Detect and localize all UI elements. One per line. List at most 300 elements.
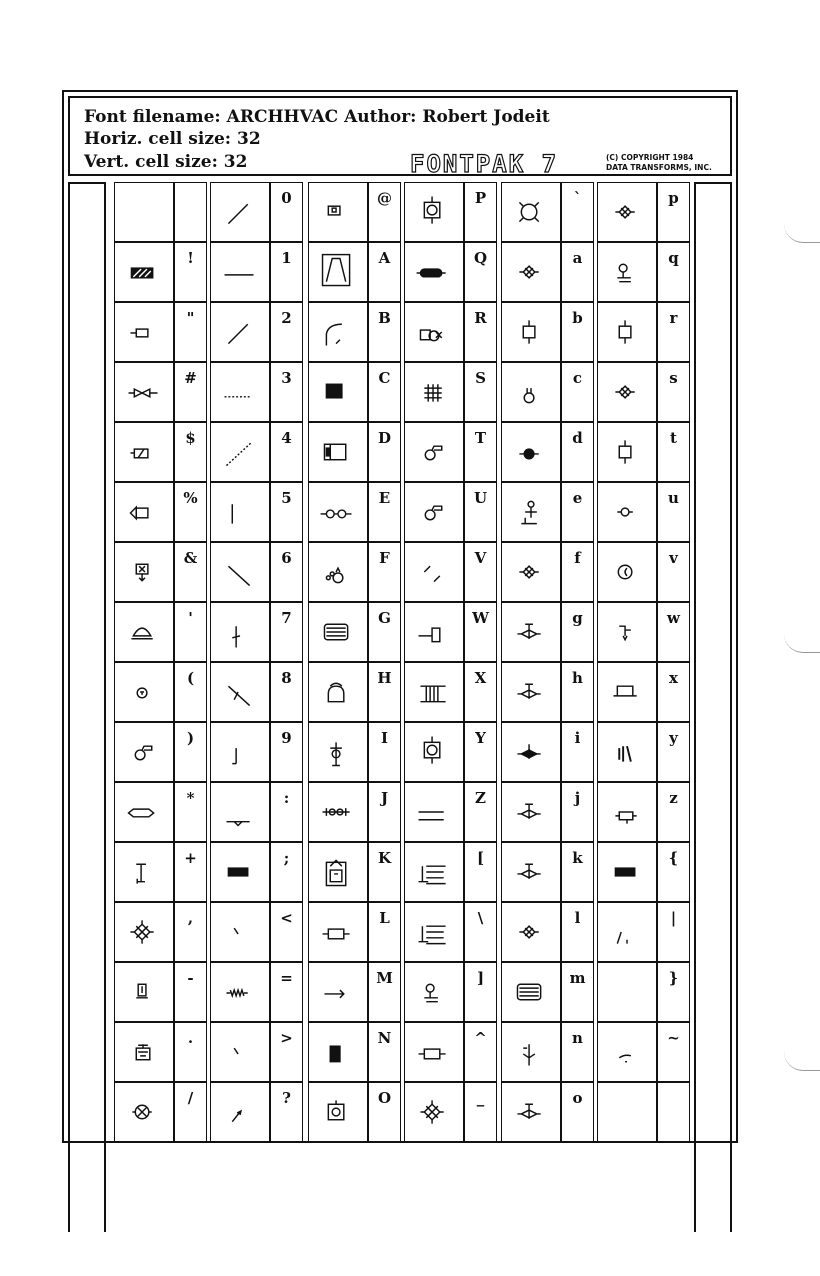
line-dumbbell-icon: [309, 783, 367, 841]
glyph-cell: [308, 1082, 368, 1142]
char-label: f: [574, 549, 581, 567]
char-label-cell: [657, 962, 690, 1022]
char-label: (: [186, 669, 195, 687]
valve-solid-icon: [502, 723, 560, 781]
glyph-column-6: [597, 182, 690, 1142]
dotted-line-icon: [211, 363, 269, 421]
bulb-icon: [502, 363, 560, 421]
char-label-cell: [657, 722, 690, 782]
char-label: p: [668, 189, 679, 207]
left-margin-column: [68, 182, 106, 1232]
glyph-cell: [210, 962, 270, 1022]
glyph-cell: [501, 962, 561, 1022]
char-label: B: [378, 309, 391, 327]
char-label: ): [186, 729, 195, 747]
glyph-cell: [114, 902, 174, 962]
circle-flag-icon: [405, 483, 463, 541]
char-label-cell: [561, 542, 594, 602]
char-label-cell: [561, 722, 594, 782]
figure-icon: [502, 483, 560, 541]
char-label: j: [574, 789, 581, 807]
pipe-down-icon: [115, 843, 173, 901]
rect-fill-icon: [211, 843, 269, 901]
char-label: {: [668, 849, 679, 867]
glyph-column-5: [501, 182, 594, 1142]
glyph-cell: [501, 782, 561, 842]
glyph-cell: [501, 722, 561, 782]
chart-header: [68, 96, 732, 176]
char-label: \: [477, 909, 484, 927]
char-label-cell: [174, 362, 207, 422]
char-label: }: [668, 969, 679, 987]
box-slash-icon: [115, 423, 173, 481]
char-label-cell: [464, 1082, 497, 1142]
char-label: c: [572, 369, 583, 387]
char-label: b: [572, 309, 583, 327]
glyph-cell: [210, 782, 270, 842]
char-label-cell: [270, 602, 303, 662]
char-label-cell: [464, 962, 497, 1022]
char-label: ]: [476, 969, 485, 987]
glyph-cell: [308, 362, 368, 422]
char-label: 6: [281, 549, 292, 567]
diamond-x-icon: [502, 543, 560, 601]
rect-pipe-icon: [309, 903, 367, 961]
char-label-cell: [561, 182, 594, 242]
coil-box-icon: [309, 603, 367, 661]
glyph-cell: [114, 482, 174, 542]
valve-line-icon: [502, 1023, 560, 1081]
glyph-cell: [597, 602, 657, 662]
char-label: S: [475, 369, 486, 387]
char-label-cell: [270, 422, 303, 482]
glyph-cell: [501, 1022, 561, 1082]
char-label-cell: [174, 1022, 207, 1082]
glyph-cell: [597, 242, 657, 302]
char-label: ': [188, 609, 193, 627]
glyph-cell: [404, 722, 464, 782]
box-stem-icon: [502, 303, 560, 361]
char-label: O: [377, 1089, 392, 1107]
small-tee-icon: [211, 783, 269, 841]
glyph-column-3: [308, 182, 401, 1142]
glyph-cell: [404, 782, 464, 842]
glyph-cell: [597, 1082, 657, 1142]
vertical-circle-icon: [309, 723, 367, 781]
char-label: h: [572, 669, 583, 687]
char-label-cell: [657, 782, 690, 842]
char-label-cell: [561, 602, 594, 662]
char-label-cell: [174, 662, 207, 722]
solid-rect-icon: [309, 1023, 367, 1081]
char-label-cell: [174, 242, 207, 302]
char-label-cell: [561, 902, 594, 962]
char-label-cell: [174, 602, 207, 662]
glyph-cell: [404, 1022, 464, 1082]
glyph-cell: [210, 842, 270, 902]
char-label: x: [669, 669, 678, 687]
glyph-cell: [210, 542, 270, 602]
oval-fill-icon: [405, 243, 463, 301]
char-label: D: [377, 429, 391, 447]
char-label: A: [378, 249, 391, 267]
char-label: 0: [281, 189, 292, 207]
char-label-cell: [174, 1082, 207, 1142]
char-label-cell: [657, 422, 690, 482]
char-label-cell: [657, 482, 690, 542]
char-label: E: [378, 489, 391, 507]
circle-t-icon: [115, 663, 173, 721]
arrow-right-icon: [309, 963, 367, 1021]
char-label-cell: [464, 902, 497, 962]
char-label-cell: [270, 782, 303, 842]
glyph-cell: [597, 902, 657, 962]
glyph-cell: [210, 422, 270, 482]
char-label: m: [569, 969, 586, 987]
char-label-cell: [368, 722, 401, 782]
char-label-cell: [368, 842, 401, 902]
box-pin-icon: [115, 963, 173, 1021]
column-box-icon: [405, 663, 463, 721]
glyph-cell: [597, 182, 657, 242]
vert-value: 32: [223, 152, 248, 172]
vbar-icon: [211, 483, 269, 541]
glyph-cell: [114, 422, 174, 482]
glyph-cell: [404, 482, 464, 542]
box-arrow-icon: [598, 783, 656, 841]
cross-slash-icon: [211, 663, 269, 721]
vert-key: Vert. cell size:: [84, 152, 218, 172]
circle-stand-icon: [405, 963, 463, 1021]
char-label: y: [669, 729, 678, 747]
char-label: #: [184, 369, 197, 387]
valve-top-icon: [502, 843, 560, 901]
char-label: +: [184, 849, 197, 867]
char-label: o: [572, 1089, 583, 1107]
char-label: Z: [475, 789, 486, 807]
char-label-cell: [561, 1082, 594, 1142]
arrow-tick-icon: [211, 1083, 269, 1141]
char-label-cell: [174, 782, 207, 842]
char-label-cell: [657, 1082, 690, 1142]
glyph-cell: [597, 542, 657, 602]
glyph-cell: [114, 1022, 174, 1082]
glyph-cell: [501, 662, 561, 722]
glyph-cell: [308, 962, 368, 1022]
glyph-cell: [308, 842, 368, 902]
glyph-cell: [597, 782, 657, 842]
arc-icon: [309, 303, 367, 361]
char-label: q: [668, 249, 679, 267]
char-label: %: [183, 489, 198, 507]
char-label: Y: [475, 729, 486, 747]
char-label-cell: [464, 242, 497, 302]
char-label: I: [380, 729, 389, 747]
char-label: M: [376, 969, 393, 987]
char-label-cell: [464, 722, 497, 782]
char-label-cell: [464, 662, 497, 722]
char-label: R: [474, 309, 487, 327]
motor-icon: [405, 303, 463, 361]
trapezoid-small-icon: [598, 663, 656, 721]
author-key: Author:: [344, 107, 417, 127]
char-label-cell: [270, 182, 303, 242]
brand-logo: FONTPAK 7: [410, 150, 559, 178]
char-label: ": [186, 309, 195, 327]
filename-value: ARCHHVAC: [226, 107, 339, 127]
tick-icon: [211, 903, 269, 961]
circle-small-icon: [598, 483, 656, 541]
char-label-cell: [270, 242, 303, 302]
glyph-cell: [114, 302, 174, 362]
solid-dot-icon: [502, 423, 560, 481]
char-label-cell: [174, 422, 207, 482]
tick-icon: [211, 1023, 269, 1081]
char-label-cell: [657, 542, 690, 602]
dash-icon: [211, 243, 269, 301]
char-label: U: [473, 489, 488, 507]
glyph-cell: [501, 542, 561, 602]
glyph-column-1: [114, 182, 207, 1142]
char-label: K: [377, 849, 392, 867]
elongated-hex-icon: [115, 783, 173, 841]
glyph-cell: [308, 422, 368, 482]
slash-icon: [211, 183, 269, 241]
glyph-cell: [308, 482, 368, 542]
char-label-cell: [561, 242, 594, 302]
glyph-cell: [114, 542, 174, 602]
glyph-cell: [597, 722, 657, 782]
char-label-cell: [464, 482, 497, 542]
char-label: Q: [473, 249, 488, 267]
coil-stand-icon: [405, 843, 463, 901]
char-label-cell: [561, 842, 594, 902]
char-label-cell: [270, 542, 303, 602]
valve-top-icon: [502, 603, 560, 661]
diamond-x-icon: [502, 903, 560, 961]
glyph-cell: [404, 902, 464, 962]
tee-box-icon: [115, 303, 173, 361]
char-label: W: [472, 609, 489, 627]
char-label-cell: [270, 362, 303, 422]
char-label-cell: [174, 842, 207, 902]
circle-pair-icon: [309, 483, 367, 541]
glyph-cell: [404, 962, 464, 1022]
diamond-x-icon: [502, 243, 560, 301]
valve-top-icon: [502, 783, 560, 841]
diamond-box-icon: [115, 483, 173, 541]
circle-box-icon: [405, 723, 463, 781]
char-label: e: [572, 489, 583, 507]
char-label: 2: [281, 309, 292, 327]
char-label-cell: [657, 242, 690, 302]
right-margin-column: [694, 182, 732, 1232]
glyph-cell: [308, 542, 368, 602]
char-label-cell: [657, 842, 690, 902]
char-label: F: [379, 549, 390, 567]
glyph-cell: [114, 182, 174, 242]
glyph-cell: [308, 1022, 368, 1082]
char-label: t: [670, 429, 677, 447]
char-label: d: [572, 429, 583, 447]
char-label-cell: [270, 962, 303, 1022]
glyph-cell: [114, 842, 174, 902]
diamond-x-icon: [598, 363, 656, 421]
glyph-cell: [501, 602, 561, 662]
valve-arrows-icon: [115, 363, 173, 421]
glyph-cell: [597, 662, 657, 722]
glyph-cell: [597, 842, 657, 902]
double-line-icon: [405, 783, 463, 841]
vert-size-line: [84, 152, 247, 172]
glyph-cell: [404, 182, 464, 242]
char-label: u: [668, 489, 679, 507]
char-label: s: [669, 369, 678, 387]
char-label-cell: [270, 842, 303, 902]
binder-hole-mark: [784, 634, 820, 653]
binder-hole-mark: [784, 1052, 820, 1071]
char-label-cell: [464, 362, 497, 422]
glyph-cell: [597, 962, 657, 1022]
char-label-cell: [464, 422, 497, 482]
char-label: `: [573, 189, 582, 207]
glyph-cell: [210, 242, 270, 302]
copyright-line-1: (C) COPYRIGHT 1984: [606, 153, 694, 162]
char-label-cell: [464, 542, 497, 602]
char-label-cell: [270, 482, 303, 542]
glyph-cell: [114, 1082, 174, 1142]
glyph-cell: [404, 362, 464, 422]
copyright-line-2: DATA TRANSFORMS, INC.: [606, 163, 712, 172]
horiz-size-line: [84, 129, 261, 149]
slash-comma-icon: [598, 903, 656, 961]
rect-pipe-icon: [405, 1023, 463, 1081]
glyph-cell: [114, 722, 174, 782]
char-label: ~: [667, 1029, 680, 1047]
char-label-cell: [464, 1022, 497, 1082]
glyph-cell: [210, 182, 270, 242]
coil-stand-icon: [405, 903, 463, 961]
glyph-cell: [501, 362, 561, 422]
char-label: 3: [281, 369, 292, 387]
box-star-icon: [115, 1023, 173, 1081]
bag-icon: [309, 663, 367, 721]
char-label-cell: [657, 302, 690, 362]
char-label-cell: [174, 482, 207, 542]
glyph-cell: [404, 422, 464, 482]
char-label: >: [280, 1029, 293, 1047]
x-arrows-icon: [502, 183, 560, 241]
glyph-cell: [404, 662, 464, 722]
char-label: 5: [281, 489, 292, 507]
glyph-cell: [210, 662, 270, 722]
char-label: /: [187, 1089, 194, 1107]
char-label: G: [378, 609, 391, 627]
glyph-cell: [501, 902, 561, 962]
glyph-cell: [114, 962, 174, 1022]
glyph-cell: [114, 782, 174, 842]
circle-box-icon: [405, 183, 463, 241]
glyph-cell: [210, 1022, 270, 1082]
char-label-cell: [174, 542, 207, 602]
char-label: a: [572, 249, 583, 267]
char-label-cell: [368, 962, 401, 1022]
pipe-flag-icon: [598, 603, 656, 661]
filename-line: [84, 107, 550, 127]
char-label: w: [667, 609, 680, 627]
char-label: _: [476, 1089, 485, 1107]
char-label-cell: [174, 302, 207, 362]
grid-box-icon: [405, 363, 463, 421]
dotted-slash-icon: [211, 423, 269, 481]
glyph-cell: [404, 242, 464, 302]
char-label-cell: [270, 1082, 303, 1142]
glyph-cell: [308, 902, 368, 962]
circle-flag-icon: [115, 723, 173, 781]
char-label: V: [474, 549, 487, 567]
coil-box-icon: [502, 963, 560, 1021]
glyph-cell: [597, 422, 657, 482]
double-slash-icon: [405, 543, 463, 601]
char-label-cell: [368, 662, 401, 722]
glyph-cell: [308, 242, 368, 302]
char-label-cell: [368, 542, 401, 602]
char-label: ;: [283, 849, 290, 867]
circle-c-icon: [598, 543, 656, 601]
glyph-cell: [597, 1022, 657, 1082]
char-label: P: [474, 189, 487, 207]
char-label: <: [280, 909, 293, 927]
glyph-cell: [404, 542, 464, 602]
char-label-cell: [174, 182, 207, 242]
char-label-cell: [368, 482, 401, 542]
char-label-cell: [270, 722, 303, 782]
char-label: ,: [187, 909, 194, 927]
pipe-end-icon: [405, 603, 463, 661]
lantern-icon: [309, 843, 367, 901]
glyph-cell: [210, 722, 270, 782]
char-label-cell: [657, 182, 690, 242]
char-label-cell: [270, 902, 303, 962]
char-label: [: [476, 849, 485, 867]
glyph-cell: [501, 422, 561, 482]
char-label-cell: [368, 242, 401, 302]
glyph-cell: [308, 662, 368, 722]
circle-flag-icon: [405, 423, 463, 481]
glyph-cell: [404, 302, 464, 362]
rect-fill-icon: [598, 843, 656, 901]
char-label-cell: [368, 602, 401, 662]
char-label: 9: [281, 729, 292, 747]
char-label-cell: [561, 422, 594, 482]
char-label-cell: [561, 662, 594, 722]
char-label: g: [572, 609, 583, 627]
hatched-box-icon: [115, 243, 173, 301]
char-label: &: [183, 549, 198, 567]
char-label: 1: [281, 249, 292, 267]
char-label-cell: [464, 782, 497, 842]
filename-key: Font filename:: [84, 107, 221, 127]
char-label: |: [670, 909, 677, 927]
char-label-cell: [270, 1022, 303, 1082]
glyph-cell: [210, 482, 270, 542]
char-label-cell: [174, 902, 207, 962]
dome-icon: [115, 603, 173, 661]
copyright-notice: [606, 153, 712, 173]
char-label: X: [474, 669, 487, 687]
char-label: -: [187, 969, 194, 987]
char-label-cell: [657, 1022, 690, 1082]
